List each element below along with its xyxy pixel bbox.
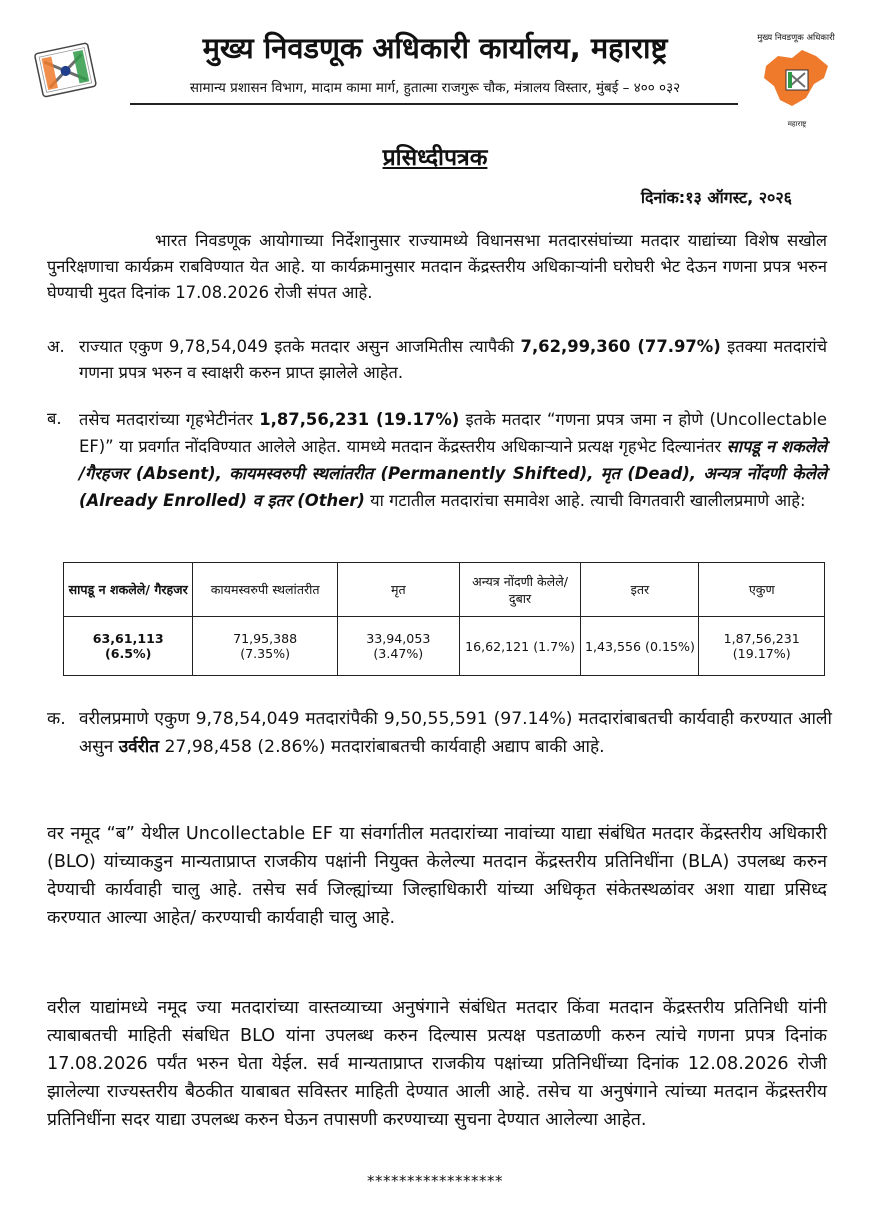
cell-percent: (6.5%) — [104, 646, 152, 661]
cell-value: 63,61,113 — [92, 631, 164, 646]
table-cell — [699, 617, 825, 676]
end-marker: ***************** — [367, 1172, 503, 1190]
item-k-post: 27,98,458 (2.86%) मतदारांबाबतची कार्यवाही अद्याप बाकी आहे. — [159, 737, 605, 757]
uncollectable-breakdown-table — [63, 562, 825, 676]
item-k-marker: क. — [47, 709, 66, 729]
maharashtra-map-icon — [758, 44, 834, 114]
item-b-text — [79, 406, 827, 514]
table-header: एकुण — [699, 563, 825, 617]
office-address: सामान्य प्रशासन विभाग, मादाम कामा मार्ग, हुतात्मा राजगुरू चौक, मंत्रालय विस्तार, मुंबई – ४०० ०३२ — [189, 80, 681, 96]
table-header-row — [64, 563, 825, 617]
logo-caption: मुख्य निवडणूक अधिकारी — [757, 33, 835, 43]
cell-value: 71,95,388 — [233, 631, 298, 646]
item-b-mid: इतके मतदार “गणना प्रपत्र जमा न होणे (Uncollectable EF)” या प्रवर्गात नोंदविण्यात आलेले आहेत. यामध्ये मतदान केंद्रस्तरीय अधिकाऱ्याने प्रत्यक्ष गृहभेट दिल्यानंतर — [79, 410, 827, 456]
item-a-marker: अ. — [47, 337, 65, 356]
item-k — [47, 705, 832, 795]
office-title: मुख्य निवडणूक अधिकारी कार्यालय, महाराष्ट्र — [202, 31, 668, 65]
item-b-marker: ब. — [47, 409, 62, 428]
logo-subcaption: महाराष्ट्र — [787, 120, 807, 128]
item-b-categories: सापडू न शकलेले /गैरहजर (Absent), कायमस्वरुपी स्थलांतरीत (Permanently Shifted), मृत (Dead), अन्यत्र नोंदणी केलेले (Already Enrolled) व इतर (Other) — [79, 437, 827, 510]
cell-percent: (19.17%) — [732, 646, 791, 661]
item-a-post: इतक्या मतदारांचे गणना प्रपत्र भरुन व स्वाक्षरी करुन प्राप्त झालेले आहेत. — [79, 337, 827, 382]
table-cell — [193, 617, 338, 676]
item-b-bold: 1,87,56,231 (19.17%) — [259, 410, 460, 429]
cell-percent: (7.35%) — [240, 646, 291, 661]
item-a — [47, 334, 827, 394]
item-a-text — [79, 334, 827, 386]
table-header: कायमस्वरुपी स्थलांतरीत — [193, 563, 338, 617]
table-header: अन्यत्र नोंदणी केलेले/ दुबार — [459, 563, 581, 617]
item-b-pre: तसेच मतदारांच्या गृहभेटीनंतर — [79, 410, 260, 429]
table-cell — [337, 617, 459, 676]
table-cell — [459, 617, 581, 676]
document-date: दिनांक:१३ ऑगस्ट, २०२६ — [640, 188, 792, 207]
cell-value: 1,87,56,231 — [723, 631, 800, 646]
item-b — [47, 406, 827, 546]
table-row — [64, 617, 825, 676]
election-commission-logo — [26, 34, 104, 102]
blo-paragraph: वर नमूद “ब” येथील Uncollectable EF या संवर्गातील मतदारांच्या नावांच्या याद्या संबंधित मतदार केंद्रस्तरीय अधिकारी (BLO) यांच्याकडुन मान्यताप्राप्त राजकीय पक्षांनी नियुक्त केलेल्या मतदान केंद्रस्तरीय प्रतिनिधींना (BLA) उपलब्ध करुन देण्याची कार्यवाही चालु आहे. तसेच सर्व जिल्ह्यांच्या जिल्हाधिकारी यांच्या अधिकृत संकेतस्थळांवर अशा याद्या प्रसिध्द करण्यात आल्या आहेत/ करण्याची कार्यवाही चालु आहे. — [47, 824, 827, 928]
item-a-pre: राज्यात एकुण 9,78,54,049 इतके मतदार असुन आजमितीस त्यापैकी — [79, 337, 521, 356]
table-cell — [581, 617, 699, 676]
cell-value: 16,62,121 (1.7%) — [465, 638, 576, 654]
table-header: इतर — [581, 563, 699, 617]
cell-value: 33,94,053 — [366, 631, 431, 646]
verification-paragraph: वरील याद्यांमध्ये नमूद ज्या मतदारांच्या वास्तव्याच्या अनुषंगाने संबंधित मतदार किंवा मतदान केंद्रस्तरीय प्रतिनिधी यांनी त्याबाबतची माहिती संबधित BLO यांना उपलब्ध करुन दिल्यास प्रत्यक्ष पडताळणी करुन त्यांचे गणना प्रपत्र दिनांक 17.08.2026 पर्यंत भरुन घेता येईल. सर्व मान्यताप्राप्त राजकीय पक्षांच्या प्रतिनिधींच्या दिनांक 12.08.2026 रोजी झालेल्या राज्यस्तरीय बैठकीत याबाबत सविस्तर माहिती देण्यात आली आहे. तसेच या अनुषंगाने त्यांच्या मतदान केंद्रस्तरीय प्रतिनिधींना सदर याद्या उपलब्ध करुन घेऊन तपासणी करण्याच्या सुचना देण्यात आलेल्या आहेत. — [47, 998, 827, 1130]
header-divider — [130, 103, 738, 105]
item-k-pre: वरीलप्रमाणे एकुण 9,78,54,049 मतदारांपैकी 9,50,55,591 (97.14%) मतदारांबाबतची कार्यवाही करण्यात आली असुन — [79, 709, 832, 757]
item-b-post: या गटातील मतदारांचा समावेश आहे. त्याची विगतवारी खालीलप्रमाणे आहे: — [364, 491, 806, 510]
item-a-bold: 7,62,99,360 (77.97%) — [520, 337, 721, 356]
intro-paragraph: भारत निवडणूक आयोगाच्या निर्देशानुसार राज्यामध्ये विधानसभा मतदारसंघांच्या मतदार याद्यांच्या विशेष सखोल पुनरिक्षणाचा कार्यक्रम राबविण्यात येत आहे. या कार्यक्रमानुसार मतदान केंद्रस्तरीय अधिकाऱ्यांनी घरोघरी भेट देऊन गणना प्रपत्र भरुन घेण्याची मुदत दिनांक 17.08.2026 रोजी संपत आहे. — [47, 231, 827, 302]
table-cell — [64, 617, 193, 676]
document-title: प्रसिध्दीपत्रक — [382, 145, 488, 171]
cell-percent: (3.47%) — [373, 646, 424, 661]
item-k-bold: उर्वरीत — [118, 737, 160, 757]
cell-value: 1,43,556 (0.15%) — [584, 638, 695, 654]
ceo-maharashtra-logo — [750, 30, 842, 128]
table-header: सापडू न शकलेले/ गैरहजर — [64, 563, 193, 617]
item-k-text — [79, 705, 832, 761]
table-header: मृत — [337, 563, 459, 617]
